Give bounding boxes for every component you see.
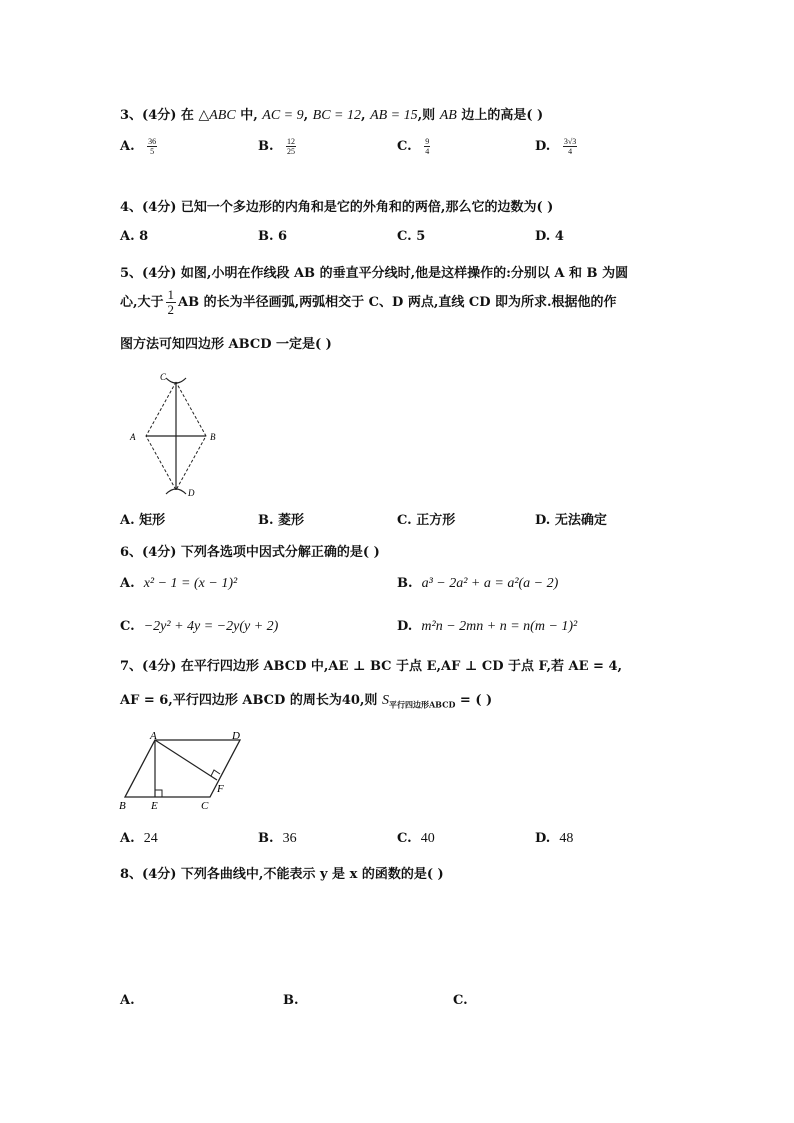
rhombus-construction-figure [118, 366, 228, 502]
label-b: B [119, 800, 126, 812]
right-angle-e [155, 790, 162, 797]
q4-option-c[interactable]: C. 5 [397, 229, 426, 244]
q8-option-a[interactable]: A. [120, 993, 135, 1008]
q7-option-b[interactable]: B. 36 [258, 831, 297, 846]
q7-option-c[interactable]: C. 40 [397, 831, 435, 846]
q6-option-d[interactable]: D. m²n − 2mn + n = n(m − 1)² [397, 619, 578, 634]
q5-stem-line1: 5、(4分) 如图,小明在作线段 AB 的垂直平分线时,他是这样操作的:分别以 A 和 B 为圆 [120, 266, 629, 281]
label-d: D [232, 730, 240, 742]
altitude-af [155, 740, 217, 780]
label-e: E [151, 800, 158, 812]
q4-stem: 4、(4分) 已知一个多边形的内角和是它的外角和的两倍,那么它的边数为( ) [120, 200, 554, 215]
label-a: A [150, 730, 157, 742]
q6-option-a[interactable]: A. x² − 1 = (x − 1)² [120, 576, 238, 591]
q4-option-d[interactable]: D. 4 [535, 229, 564, 244]
q3-option-d[interactable]: D. $\frac{3√3}{4}$ [535, 137, 577, 156]
label-a: A [130, 432, 136, 442]
q7-stem-line1: 7、(4分) 在平行四边形 ABCD 中,AE ⊥ BC 于点 E,AF ⊥ CD 于点 F,若 AE = 4, [120, 659, 623, 674]
label-c: C [160, 372, 167, 382]
fraction-one-half: $\frac{1}{2}$ [167, 287, 175, 317]
label-f: F [217, 783, 224, 795]
q7-option-d[interactable]: D. 48 [535, 831, 574, 846]
q3-option-a[interactable]: A. $\frac{36}{5}$ [120, 137, 157, 156]
parallelogram-figure [115, 730, 255, 812]
q5-stem-line3: 图方法可知四边形 ABCD 一定是( ) [120, 337, 332, 352]
q4-option-b[interactable]: B. 6 [258, 229, 288, 244]
q3-option-c[interactable]: C. $\frac{9}{4}$ [397, 137, 430, 156]
q4-option-a[interactable]: A. 8 [120, 229, 149, 244]
right-angle-f [211, 770, 220, 776]
q3-option-b[interactable]: B. $\frac{12}{25}$ [258, 137, 296, 156]
q8-option-c[interactable]: C. [453, 993, 468, 1008]
q8-option-b[interactable]: B. [283, 993, 299, 1008]
q5-option-b[interactable]: B. 菱形 [258, 513, 305, 528]
label-d: D [188, 488, 195, 498]
q5-stem-line2: 心,大于 $\frac{1}{2}$ AB 的长为半径画弧,两弧相交于 C、D 两点,直线 CD 即为所求.根据他的作 [120, 287, 617, 317]
q3-stem: 3、(4分) 在 △ABC 中, AC = 9, BC = 12, AB = 15,则 AB 边上的高是( ) [120, 108, 544, 123]
label-c: C [201, 800, 209, 812]
q7-option-a[interactable]: A. 24 [120, 831, 158, 846]
q6-stem: 6、(4分) 下列各选项中因式分解正确的是( ) [120, 545, 380, 560]
q7-stem-line2: AF = 6,平行四边形 ABCD 的周长为40,则 $S_{平行四边形ABCD}$ = ( ) [120, 693, 493, 710]
q5-option-a[interactable]: A. 矩形 [120, 513, 166, 528]
q6-option-b[interactable]: B. a³ − 2a² + a = a²(a − 2) [397, 576, 559, 591]
q5-option-d[interactable]: D. 无法确定 [535, 513, 607, 528]
label-b: B [210, 432, 216, 442]
q8-stem: 8、(4分) 下列各曲线中,不能表示 y 是 x 的函数的是( ) [120, 867, 444, 882]
q5-option-c[interactable]: C. 正方形 [397, 513, 456, 528]
q6-option-c[interactable]: C. −2y² + 4y = −2y(y + 2) [120, 619, 279, 634]
